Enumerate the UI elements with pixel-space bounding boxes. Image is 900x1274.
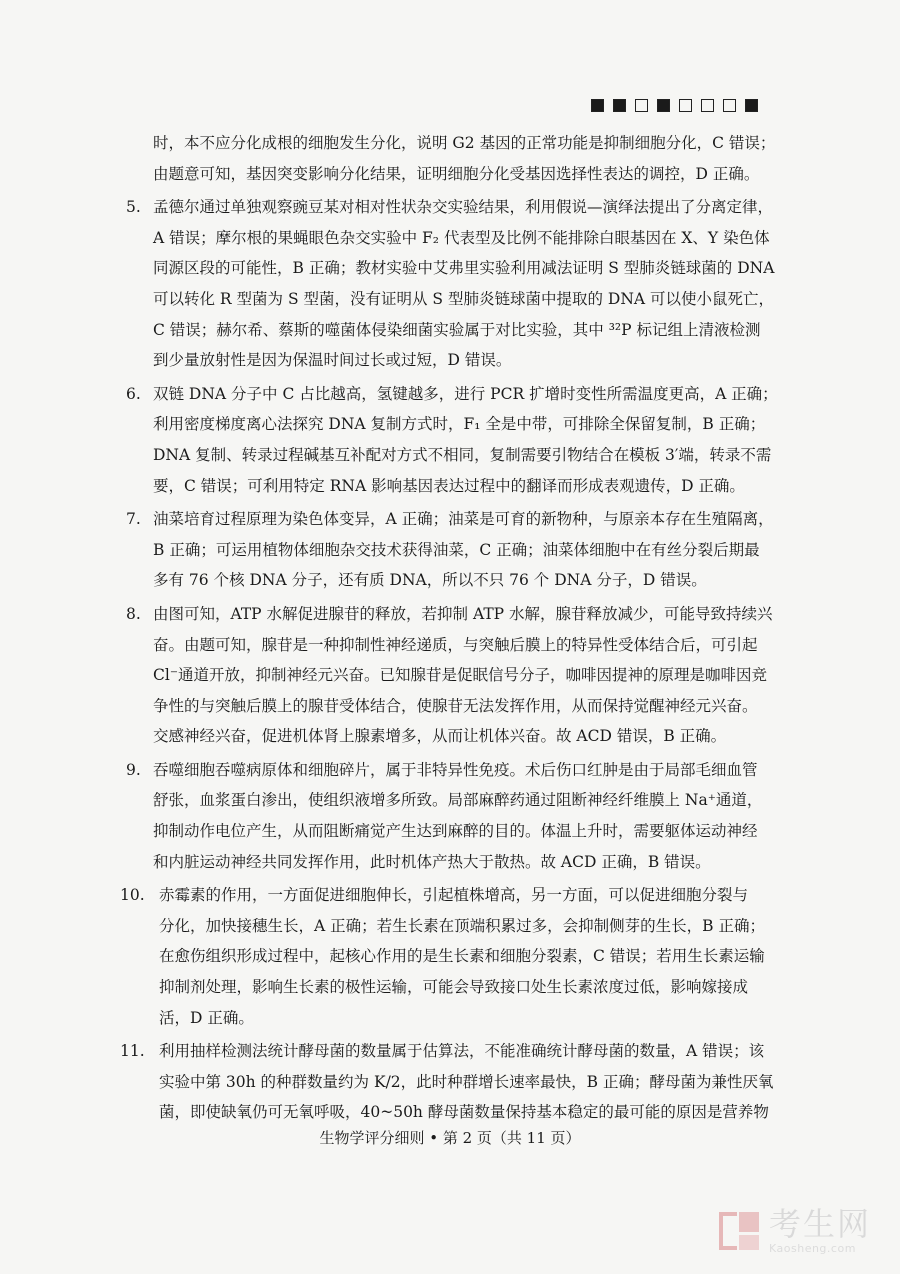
item-number: 10. — [120, 886, 145, 905]
answer-item — [126, 192, 776, 376]
text-line: 时，本不应分化成根的细胞发生分化，说明 G2 基因的正常功能是抑制细胞分化，C 错误； — [153, 134, 776, 152]
text-line: 赤霉素的作用，一方面促进细胞伸长，引起植株增高，另一方面，可以促进细胞分裂与 — [159, 886, 749, 905]
text-line: 活，D 正确。 — [159, 1008, 254, 1027]
text-line: 利用密度梯度离心法探究 DNA 复制方式时，F₁ 全是中带，可排除全保留复制，B 正确； — [153, 415, 766, 434]
text-line: 要，C 错误；可利用特定 RNA 影响基因表达过程中的翻译而形成表观遗传，D 正确。 — [153, 476, 745, 495]
text-line: 争性的与突触后膜上的腺苷受体结合，使腺苷无法发挥作用，从而保持觉醒神经元兴奋。 — [153, 696, 758, 715]
text-line: 菌，即使缺氧仍可无氧呼吸，40~50h 酵母菌数量保持基本稳定的最可能的原因是营养物 — [159, 1103, 769, 1122]
logo-text-en: Kaosheng.com — [769, 1242, 856, 1255]
text-line: 由题意可知，基因突变影响分化结果，证明细胞分化受基因选择性表达的调控，D 正确。 — [153, 164, 760, 183]
header-mark — [657, 99, 670, 112]
answer-item — [120, 880, 776, 1033]
text-line: 孟德尔通过单独观察豌豆某对相对性状杂交实验结果，利用假说—演绎法提出了分离定律， — [153, 198, 774, 217]
text-line: 抑制剂处理，影响生长素的极性运输，可能会导致接口处生长素浓度过低，影响嫁接成 — [159, 978, 749, 997]
text-line: 实验中第 30h 的种群数量约为 K/2，此时种群增长速率最快，B 正确；酵母菌为兼性厌氧 — [159, 1072, 774, 1091]
text-line: 吞噬细胞吞噬病原体和细胞碎片，属于非特异性免疫。术后伤口红肿是由于局部毛细血管 — [153, 760, 758, 779]
item-number: 11. — [120, 1042, 145, 1061]
logo-icon — [717, 1208, 763, 1254]
text-line: 舒张，血浆蛋白渗出，使组织液增多所致。局部麻醉药通过阻断神经纤维膜上 Na⁺通道， — [153, 791, 763, 810]
header-mark — [635, 99, 648, 112]
header-mark — [591, 99, 604, 112]
text-line: 奋。由题可知，腺苷是一种抑制性神经递质，与突触后膜上的特异性受体结合后，可引起 — [153, 635, 758, 654]
page-footer: 生物学评分细则 • 第 2 页（共 11 页） — [319, 1129, 581, 1147]
header-mark — [701, 99, 714, 112]
answer-item — [126, 755, 776, 877]
answer-content — [120, 128, 778, 1128]
header-mark — [723, 99, 736, 112]
logo-text-cn: 考生网 — [769, 1205, 872, 1243]
text-line: B 正确；可运用植物体细胞杂交技术获得油菜，C 正确；油菜体细胞中在有丝分裂后期最 — [153, 540, 760, 559]
text-line: 交感神经兴奋，促进机体肾上腺素增多，从而让机体兴奋。故 ACD 错误，B 正确。 — [153, 727, 727, 746]
text-line: C 错误；赫尔希、蔡斯的噬菌体侵染细菌实验属于对比实验，其中 ³²P 标记组上清液检测 — [153, 320, 761, 339]
text-line: DNA 复制、转录过程碱基互补配对方式不相同，复制需要引物结合在模板 3′端，转录不需 — [153, 445, 772, 464]
text-line: 和内脏运动神经共同发挥作用，此时机体产热大于散热。故 ACD 正确，B 错误。 — [153, 852, 711, 871]
item-number: 6. — [126, 384, 141, 403]
answer-items — [120, 192, 778, 1128]
text-line: 到少量放射性是因为保温时间过长或过短，D 错误。 — [153, 351, 512, 370]
header-marks — [591, 99, 758, 112]
text-line: 由图可知，ATP 水解促进腺苷的释放，若抑制 ATP 水解，腺苷释放减少，可能导致持续兴 — [153, 604, 773, 623]
answer-item — [126, 599, 776, 752]
text-line: 同源区段的可能性，B 正确；教材实验中艾弗里实验利用减法证明 S 型肺炎链球菌的 DNA — [153, 259, 775, 278]
text-line: 油菜培育过程原理为染色体变异，A 正确；油菜是可育的新物种，与原亲本存在生殖隔离， — [153, 510, 774, 529]
text-line: 分化，加快接穗生长，A 正确；若生长素在顶端积累过多，会抑制侧芽的生长，B 正确； — [159, 916, 765, 935]
text-line: 在愈伤组织形成过程中，起核心作用的是生长素和细胞分裂素，C 错误；若用生长素运输 — [159, 947, 765, 966]
answer-item — [126, 504, 776, 596]
watermark-logo — [717, 1205, 872, 1255]
item-number: 9. — [126, 760, 141, 779]
text-line: 多有 76 个核 DNA 分子，还有质 DNA，所以不只 76 个 DNA 分子，D 错误。 — [153, 571, 707, 590]
header-mark — [679, 99, 692, 112]
text-line: 抑制动作电位产生，从而阻断痛觉产生达到麻醉的目的。体温上升时，需要躯体运动神经 — [153, 822, 758, 841]
text-line: A 错误；摩尔根的果蝇眼色杂交实验中 F₂ 代表型及比例不能排除白眼基因在 X、Y 染色体 — [153, 228, 770, 247]
item-number: 7. — [126, 510, 141, 529]
item-number: 5. — [126, 198, 141, 217]
text-line: 双链 DNA 分子中 C 占比越高，氢键越多，进行 PCR 扩增时变性所需温度更高，A 正确； — [153, 384, 778, 403]
answer-item — [126, 379, 776, 501]
answer-item — [120, 1036, 776, 1128]
text-line: 利用抽样检测法统计酵母菌的数量属于估算法，不能准确统计酵母菌的数量，A 错误；该 — [159, 1042, 765, 1061]
header-mark — [613, 99, 626, 112]
text-line: Cl⁻通道开放，抑制神经元兴奋。已知腺苷是促眠信号分子，咖啡因提神的原理是咖啡因竞 — [153, 666, 768, 685]
item-number: 8. — [126, 604, 141, 623]
text-line: 可以转化 R 型菌为 S 型菌，没有证明从 S 型肺炎链球菌中提取的 DNA 可以使小鼠死亡， — [153, 289, 775, 308]
continuation-text — [126, 128, 776, 189]
header-mark — [745, 99, 758, 112]
